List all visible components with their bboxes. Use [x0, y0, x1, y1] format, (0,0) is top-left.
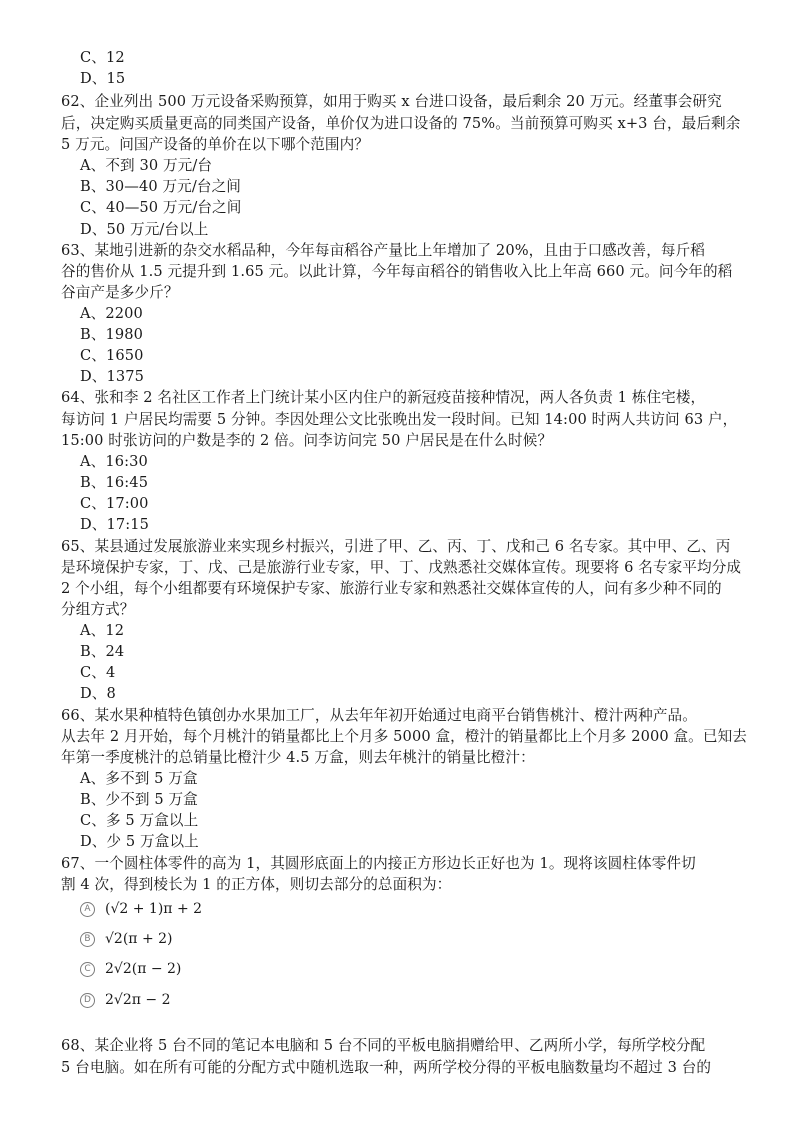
q62-stem-line-1: 62、企业列出 500 万元设备采购预算，如用于购买 x 台进口设备，最后剩余 20 万元。经董事会研究 [61, 93, 722, 110]
q65-option-b: B、24 [80, 643, 125, 660]
option-letter-circle-icon: D [80, 993, 95, 1008]
q64-stem-line-2: 每访问 1 户居民均需要 5 分钟。李因处理公文比张晚出发一段时间。已知 14:00 时两人共访问 63 户， [61, 411, 738, 428]
q68-stem-line-2: 5 台电脑。如在所有可能的分配方式中随机选取一种，两所学校分得的平板电脑数量均不超过 3 台的 [61, 1059, 712, 1076]
q64-stem-line-1: 64、张和李 2 名社区工作者上门统计某小区内住户的新冠疫苗接种情况，两人各负责 1 栋住宅楼， [61, 389, 706, 406]
q63-stem-line-1: 63、某地引进新的杂交水稻品种，今年每亩稻谷产量比上年增加了 20%，且由于口感改善，每斤稻 [61, 242, 705, 259]
q63-option-a: A、2200 [80, 305, 143, 322]
q65-stem-line-1: 65、某县通过发展旅游业来实现乡村振兴，引进了甲、乙、丙、丁、戊和己 6 名专家。其中甲、乙、丙 [61, 538, 731, 555]
q63-option-c: C、1650 [80, 347, 144, 364]
q66-option-d: D、少 5 万盒以上 [80, 833, 199, 850]
q62-option-d: D、50 万元/台以上 [80, 221, 209, 238]
q67-option-c-formula: 2√2(π − 2) [105, 961, 182, 977]
q61-option-c: C、12 [80, 49, 125, 66]
q65-stem-line-4: 分组方式？ [61, 601, 135, 618]
q62-option-b: B、30—40 万元/台之间 [80, 178, 241, 195]
q66-option-b: B、少不到 5 万盒 [80, 791, 198, 808]
q63-stem-line-3: 谷亩产是多少斤？ [61, 284, 179, 301]
q67-stem-line-2: 割 4 次，得到棱长为 1 的正方体，则切去部分的总面积为： [61, 876, 452, 893]
q68-stem-line-1: 68、某企业将 5 台不同的笔记本电脑和 5 台不同的平板电脑捐赠给甲、乙两所小学，每所学校分配 [61, 1037, 706, 1054]
q67-option-d [80, 989, 170, 1011]
q67-option-b-formula: √2(π + 2) [105, 931, 173, 947]
option-letter-circle-icon: A [80, 902, 95, 917]
q65-stem-line-3: 2 个小组，每个小组都要有环境保护专家、旅游行业专家和熟悉社交媒体宣传的人，问有多少种不同的 [61, 580, 722, 597]
q66-option-c: C、多 5 万盒以上 [80, 812, 199, 829]
q66-stem-line-1: 66、某水果种植特色镇创办水果加工厂，从去年年初开始通过电商平台销售桃汁、橙汁两种产品。 [61, 707, 697, 724]
q65-option-a: A、12 [80, 622, 125, 639]
q62-stem-line-2: 后，决定购买质量更高的同类国产设备，单价仅为进口设备的 75%。当前预算可购买 x+3 台，最后剩余 [61, 115, 741, 132]
q64-stem-line-3: 15:00 时张访问的户数是李的 2 倍。问李访问完 50 户居民是在什么时候？ [61, 432, 553, 449]
q63-option-b: B、1980 [80, 326, 144, 343]
q62-option-c: C、40—50 万元/台之间 [80, 199, 242, 216]
q64-option-a: A、16:30 [80, 453, 148, 470]
q66-stem-line-2: 从去年 2 月开始，每个月桃汁的销量都比上个月多 5000 盒，橙汁的销量都比上个月多 2000 盒。已知去 [61, 728, 747, 745]
q67-option-d-formula: 2√2π − 2 [105, 992, 171, 1008]
q67-option-a [80, 898, 202, 920]
q67-stem-line-1: 67、一个圆柱体零件的高为 1，其圆形底面上的内接正方形边长正好也为 1。现将该圆柱体零件切 [61, 855, 696, 872]
q67-option-b [80, 928, 173, 950]
q63-stem-line-2: 谷的售价从 1.5 元提升到 1.65 元。以此计算，今年每亩稻谷的销售收入比上年高 660 元。问今年的稻 [61, 263, 733, 280]
q62-option-a: A、不到 30 万元/台 [80, 157, 213, 174]
q64-option-b: B、16:45 [80, 474, 149, 491]
option-letter-circle-icon: B [80, 932, 95, 947]
q61-option-d: D、15 [80, 70, 126, 87]
q64-option-c: C、17:00 [80, 495, 149, 512]
q64-option-d: D、17:15 [80, 516, 150, 533]
q66-stem-line-3: 年第一季度桃汁的总销量比橙汁少 4.5 万盒，则去年桃汁的销量比橙汁： [61, 749, 535, 766]
option-letter-circle-icon: C [80, 962, 95, 977]
q62-stem-line-3: 5 万元。问国产设备的单价在以下哪个范围内？ [61, 136, 370, 153]
q67-option-c [80, 958, 181, 980]
q66-option-a: A、多不到 5 万盒 [80, 770, 198, 787]
q65-stem-line-2: 是环境保护专家，丁、戊、己是旅游行业专家，甲、丁、戊熟悉社交媒体宣传。现要将 6 名专家平均分成 [61, 559, 742, 576]
q63-option-d: D、1375 [80, 368, 145, 385]
q67-option-a-formula: (√2 + 1)π + 2 [105, 901, 203, 917]
q65-option-d: D、8 [80, 685, 116, 702]
q65-option-c: C、4 [80, 664, 116, 681]
